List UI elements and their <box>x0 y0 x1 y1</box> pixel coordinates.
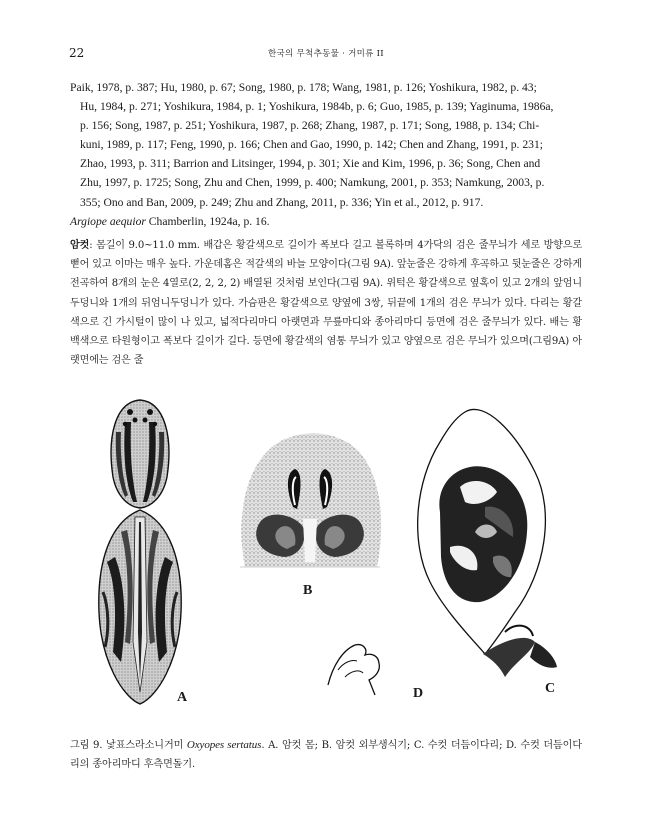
description-label: 암컷 <box>70 240 90 251</box>
caption-prefix: 그림 9. 낯표스라소니거미 <box>70 740 187 751</box>
reference-line: Hu, 1984, p. 271; Yoshikura, 1984, p. 1; Yoshikura, 1984b, p. 6; Guo, 1985, p. 139; Yaginuma, 1986a, <box>80 100 554 114</box>
running-title: 한국의 무척추동물 · 거미류 II <box>268 49 384 59</box>
male-palp-illustration <box>405 392 575 692</box>
female-body-illustration <box>85 392 195 708</box>
description-text: : 몸길이 9.0~11.0 mm. 배갑은 황갈색으로 길이가 폭보다 길고 볼록하며 4가닥의 검은 줄무늬가 세로 방향으로 뻗어 있고 이마는 매우 높다. 가운데홈은 적갈색의 바늘 모양이다(그림 9A). 앞눈줄은 강하게 후곡하고 뒷눈줄은 강하게 전곡하여 8개의 눈은 4열로(2, 2, 2, 2) 배열된 것처럼 보인다(그림 9A). 위턱은 황갈색으로 옆혹이 있고 2개의 앞엄니두덩니와 1개의 뒤엄니두덩니가 있다. 가슴판은 황갈색으로 양옆에 3쌍, 뒤끝에 1개의 검은 무늬가 있다. 다리는 황갈색으로 긴 가시털이 많이 나 있고, 넓적다리마디 아랫면과 무릎마디와 종아리마디 등면에 검은 줄무늬가 있다. 배는 황백색으로 타원형이고 폭보다 길이가 길다. 등면에 황갈색의 염통 무늬가 있고 양옆으로 검은 무늬가 있으며(그림9A) 아랫면에는 검은 줄 <box>70 240 582 367</box>
label-c: C <box>545 681 556 696</box>
reference-line: p. 156; Song, 1987, p. 251; Yoshikura, 1987, p. 268; Zhang, 1987, p. 171; Song, 1988, p. 134; Chi- <box>80 119 540 133</box>
synonym-name: Argiope aequior <box>70 214 146 228</box>
reference-line: kuni, 1989, p. 117; Feng, 1990, p. 166; Chen and Gao, 1990, p. 142; Chen and Zhang, 1991, p. 231; <box>80 138 543 152</box>
label-a: A <box>177 690 188 705</box>
reference-line: Zhu, 1997, p. 1725; Song, Zhu and Chen, 1999, p. 400; Namkung, 2001, p. 353; Namkung, 2003, p. <box>80 176 545 190</box>
label-d: D <box>413 686 424 701</box>
reference-line: Paik, 1978, p. 387; Hu, 1980, p. 67; Song, 1980, p. 178; Wang, 1981, p. 126; Yoshikura, 1982, p. 43; <box>70 81 537 94</box>
caption-suffix: . A. 암컷 몸; B. 암컷 외부생식기; C. 수컷 더듬이다리; D. 수컷 더듬이다리의 종아리마디 후측면돌기. <box>70 740 582 771</box>
synonym-citation: Chamberlin, 1924a, p. 16. <box>145 214 270 228</box>
caption-species: Oxyopes sertatus <box>186 739 262 751</box>
reference-list <box>70 78 582 231</box>
reference-line: Zhao, 1993, p. 311; Barrion and Litsinger, 1994, p. 301; Xie and Kim, 1996, p. 36; Song, Chen and <box>80 157 541 171</box>
tibial-apophysis-illustration <box>323 625 403 705</box>
epigynum-illustration <box>225 427 395 572</box>
label-b: B <box>303 583 313 598</box>
reference-line: 355; Ono and Ban, 2009, p. 249; Zhu and Zhang, 2011, p. 336; Yin et al., 2012, p. 917. <box>80 195 484 209</box>
synonym-line <box>70 212 582 231</box>
figure-caption <box>70 736 582 774</box>
page-number: 22 <box>69 46 85 60</box>
figure-9 <box>85 392 575 710</box>
female-description <box>70 236 582 370</box>
